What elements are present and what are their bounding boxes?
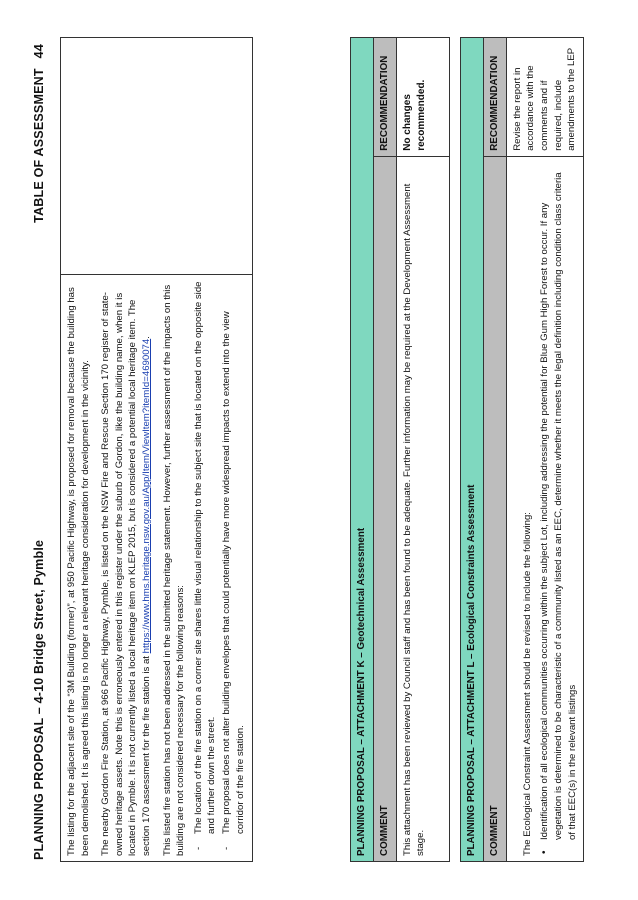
list-item-text: The proposal does not alter building envelopes that could potentially have more widespread impacts to extend into the view corridor of the fire station. bbox=[221, 311, 246, 834]
attachment-k-table bbox=[350, 37, 450, 862]
attachment-l-recommendation: Revise the report in accordance with the comments and if required, include amendments to the LEP bbox=[506, 38, 583, 157]
list-item-text: Identification of all ecological communities occurring within the subject Lot, including addressing the potential for Blue Gum High Forest to occur. If any vegetation is determined to be characteristic of a community listed as an EEC, determine whether it meets the legal definition including condition class criteria of that EEC(s) in the relevant listings bbox=[539, 172, 578, 840]
attachment-k-title: PLANNING PROPOSAL – ATTACHMENT K – Geotechnical Assessment bbox=[351, 38, 374, 862]
attachment-l-title: PLANNING PROPOSAL – ATTACHMENT L – Ecological Constraints Assessment bbox=[461, 38, 484, 862]
heritage-recommendation-cell bbox=[61, 38, 253, 275]
attachment-l-intro: The Ecological Constraint Assessment should be revised to include the following: bbox=[521, 512, 533, 856]
list-item-text: The location of the fire station on a corner site shares little visual relationship to the subject site that is located on the opposite side and further down the street. bbox=[192, 281, 218, 834]
heritage-paragraph-1: The listing for the adjacent site of the “3M Building (former)”, at 950 Pacific Highway, is proposed for removal because the building has been demolished. It is agreed this listing is no longer a relevant heritage consideration for development in the vicinity. bbox=[66, 287, 91, 856]
bullet-marker: • bbox=[539, 850, 551, 854]
list-item bbox=[192, 280, 219, 856]
list-item bbox=[538, 162, 579, 856]
heritage-comment-cell bbox=[61, 274, 253, 861]
document-header-title: PLANNING PROPOSAL – 4-10 Bridge Street, Pymble bbox=[32, 539, 46, 860]
heritage-paragraph-2 bbox=[99, 280, 153, 856]
heritage-paragraph-3: This listed fire station has not been addressed in the submitted heritage statement. However, further assessment of the impacts on this building are not considered necessary for the following reasons: bbox=[161, 284, 187, 856]
comment-column-header: COMMENT bbox=[373, 156, 396, 861]
list-item bbox=[220, 280, 247, 856]
recommendation-column-header: RECOMMENDATION bbox=[483, 38, 506, 157]
heritage-table bbox=[60, 37, 253, 862]
attachment-k-recommendation: No changes recommended. bbox=[396, 38, 449, 157]
attachment-l-table bbox=[460, 37, 584, 862]
document-header-section bbox=[32, 44, 46, 223]
section-title: TABLE OF ASSESSMENT bbox=[32, 68, 46, 223]
heritage-link-tail: . bbox=[141, 336, 153, 339]
dash-marker: - bbox=[221, 846, 233, 850]
attachment-l-list bbox=[538, 162, 579, 856]
page-number: 44 bbox=[32, 44, 46, 59]
heritage-paragraph-2-text: The nearby Gordon Fire Station, at 966 Pacific Highway, Pymble, is listed on the NSW Fire and Rescue Section 170 register of state-owned heritage assets. Note this is erroneously entered in this register under the suburb of Gordon, like the building name, when it is located in Pymble. It is not currently listed a local heritage item on KLEP 2015, but is considered a potential local heritage item. The section 170 assessment for the fire station is at bbox=[100, 292, 153, 856]
dash-marker: - bbox=[192, 846, 204, 850]
heritage-reasons-list bbox=[192, 280, 247, 856]
attachment-k-comment: This attachment has been reviewed by Council staff and has been found to be adequate. Further information may be required at the Development Assessment stage. bbox=[396, 156, 449, 861]
recommendation-column-header: RECOMMENDATION bbox=[373, 38, 396, 157]
heritage-register-link[interactable]: https://www.hms.heritage.nsw.gov.au/App/Item/ViewItem?itemId=4690074 bbox=[141, 338, 153, 654]
attachment-l-comment bbox=[506, 156, 583, 861]
comment-column-header: COMMENT bbox=[483, 156, 506, 861]
